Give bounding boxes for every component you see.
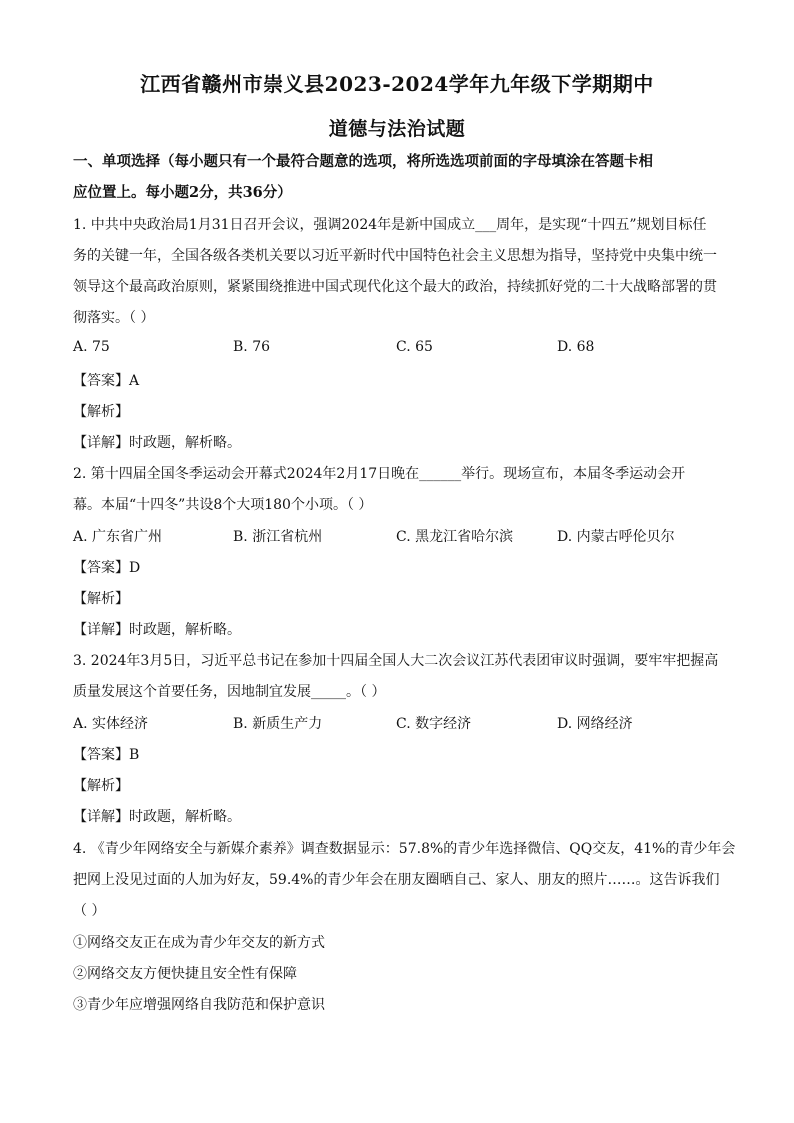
section-heading-line2: 应位置上。每小题2分，共36分）	[73, 184, 292, 201]
exam-title: 江西省赣州市崇义县2023-2024学年九年级下学期期中	[140, 72, 654, 96]
q3-detail: 【详解】时政题，解析略。	[73, 809, 241, 825]
q1-text-line1: 1. 中共中央政治局1月31日召开会议，强调2024年是新中国成立___周年，是实现“十四五”规划目标任	[73, 217, 707, 233]
q1-text-line3: 领导这个最高政治原则，紧紧围绕推进中国式现代化这个最大的政治，持续抓好党的二十大战略部署的贯	[73, 279, 717, 295]
q4-statement-1: ①网络交友正在成为青少年交友的新方式	[73, 935, 325, 951]
q3-answer: 【答案】B	[73, 747, 140, 763]
q1-answer: 【答案】A	[73, 373, 140, 389]
q2-option-c: C. 黑龙江省哈尔滨	[396, 529, 514, 545]
q2-detail: 【详解】时政题，解析略。	[73, 622, 241, 638]
q3-text-line2: 质量发展这个首要任务，因地制宜发展_____。（ ）	[73, 684, 386, 700]
q1-detail: 【详解】时政题，解析略。	[73, 435, 241, 451]
q4-text-line2: 把网上没见过面的人加为好友，59.4%的青少年会在朋友圈晒自己、家人、朋友的照片……。这告诉我们	[73, 872, 720, 888]
q3-analysis: 【解析】	[73, 778, 129, 794]
q4-statement-2: ②网络交友方便快捷且安全性有保障	[73, 966, 297, 982]
q3-option-b: B. 新质生产力	[233, 716, 323, 732]
q4-statement-3: ③青少年应增强网络自我防范和保护意识	[73, 997, 325, 1013]
q3-option-a: A. 实体经济	[73, 716, 149, 732]
q3-option-d: D. 网络经济	[557, 716, 633, 732]
q1-analysis: 【解析】	[73, 404, 129, 420]
q2-option-b: B. 浙江省杭州	[233, 529, 323, 545]
exam-subtitle: 道德与法治试题	[328, 118, 466, 140]
q1-option-b: B. 76	[233, 339, 271, 355]
q3-text-line1: 3. 2024年3月5日，习近平总书记在参加十四届全国人大二次会议江苏代表团审议时强调，要牢牢把握高	[73, 653, 719, 669]
q1-text-line2: 务的关键一年，全国各级各类机关要以习近平新时代中国特色社会主义思想为指导，坚持党中央集中统一	[73, 248, 717, 264]
q1-option-a: A. 75	[73, 339, 110, 355]
q1-option-d: D. 68	[557, 339, 595, 355]
q2-text-line1: 2. 第十四届全国冬季运动会开幕式2024年2月17日晚在______举行。现场宣布，本届冬季运动会开	[73, 466, 686, 482]
q4-text-line1: 4. 《青少年网络安全与新媒介素养》调查数据显示：57.8%的青少年选择微信、QQ交友，41%的青少年会	[73, 841, 736, 857]
q2-option-a: A. 广东省广州	[73, 529, 163, 545]
q1-text-line4: 彻落实。（ ）	[73, 310, 155, 326]
q2-text-line2: 幕。本届“十四冬”共设8个大项180个小项。（ ）	[73, 497, 373, 513]
q2-answer: 【答案】D	[73, 560, 141, 576]
q2-option-d: D. 内蒙古呼伦贝尔	[557, 529, 675, 545]
section-heading-line1: 一、单项选择（每小题只有一个最符合题意的选项，将所选选项前面的字母填涂在答题卡相	[73, 153, 653, 170]
q1-option-c: C. 65	[396, 339, 433, 355]
q2-analysis: 【解析】	[73, 591, 129, 607]
q4-text-line3: （ ）	[73, 903, 106, 919]
q3-option-c: C. 数字经济	[396, 716, 472, 732]
